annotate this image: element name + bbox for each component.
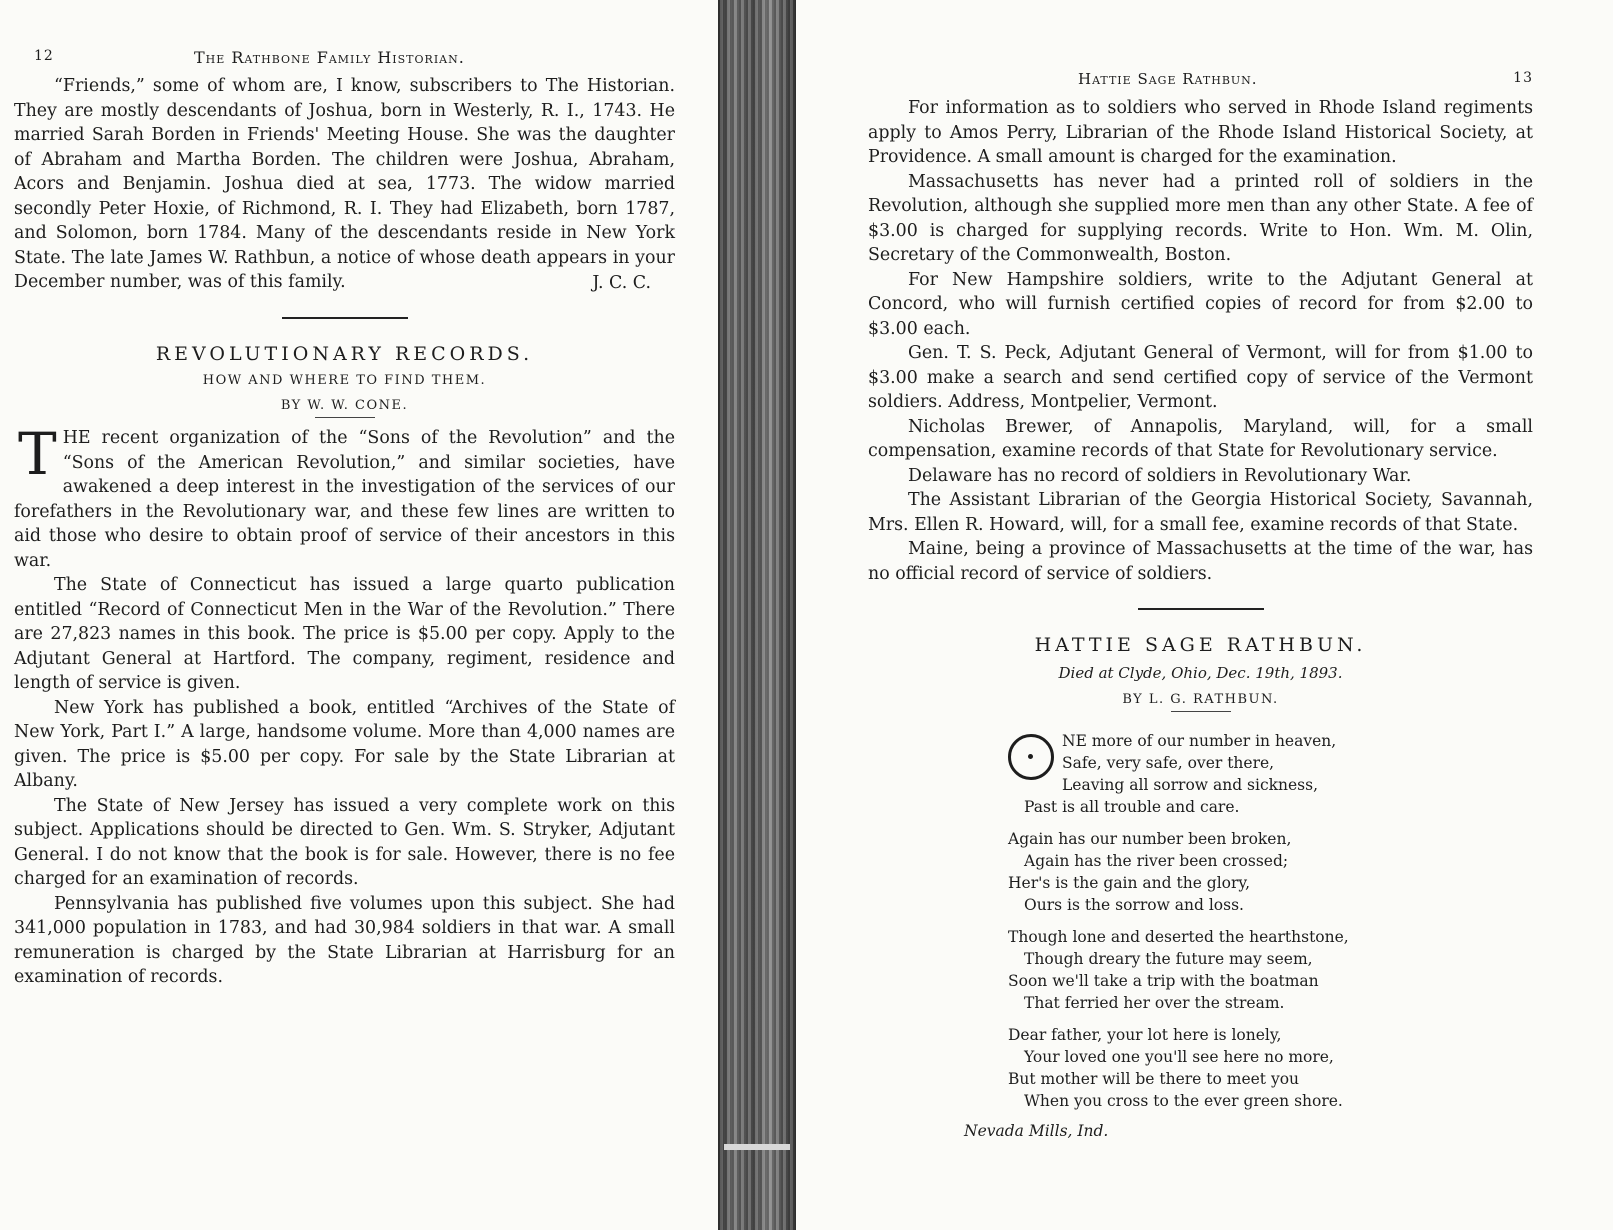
poem-stanza: [1008, 828, 1533, 916]
paragraph: Maine, being a province of Massachusetts at the time of the war, has no official record of service of soldiers.: [868, 539, 1533, 584]
poem-line: When you cross to the ever green shore.: [1024, 1092, 1343, 1110]
poem-line: But mother will be there to meet you: [1008, 1070, 1300, 1088]
paragraph: Nicholas Brewer, of Annapolis, Maryland, will, for a small compensation, examine records of that State for Revolutionary service.: [868, 416, 1533, 461]
article-byline: BY W. W. CONE.: [280, 398, 409, 413]
article-title: REVOLUTIONARY RECORDS.: [155, 343, 534, 365]
paragraph: The State of New Jersey has issued a very complete work on this subject. Applications should be directed to Gen. Wm. S. Stryker, Adjutant General. I do not know that the book is for sale. However, there is no fee charged for an examination of records.: [14, 795, 675, 889]
byline-rule: [315, 417, 375, 418]
intro-paragraph: “Friends,” some of whom are, I know, subscribers to The Historian. They are mostly descendants of Joshua, born in Westerly, R. I., 1743. He married Sarah Borden in Friends' Meeting House. She was the daughter of Abraham and Martha Borden. The children were Joshua, Abraham, Acors and Benjamin. Joshua died at sea, 1773. The widow married secondly Peter Hoxie, of Richmond, R. I. They had Elizabeth, born 1787, and Solomon, born 1784. Many of the descendants reside in New York State. The late James W. Rathbun, a notice of whose death appears in your December number, was of this family.: [14, 76, 675, 292]
poem-line: Ours is the sorrow and loss.: [1024, 896, 1244, 914]
first-paragraph: [14, 420, 675, 573]
poem-stanza: [1008, 926, 1533, 1014]
poem-line: Though dreary the future may seem,: [1024, 950, 1313, 968]
running-title-left: The Rathbone Family Historian.: [194, 48, 465, 67]
drop-cap: T: [18, 420, 57, 488]
paragraph: Delaware has no record of soldiers in Revolutionary War.: [908, 465, 1412, 486]
running-head-left: [14, 46, 675, 74]
poem-line: Leaving all sorrow and sickness,: [1062, 776, 1319, 794]
paragraph: For information as to soldiers who served in Rhode Island regiments apply to Amos Perry, Librarian of the Rhode Island Historical Society, at Providence. A small amount is charged for the examination.: [868, 98, 1533, 167]
paragraph: Pennsylvania has published five volumes upon this subject. She had 341,000 population in 1783, and had 30,984 soldiers in that war. A small remuneration is charged by the State Librarian at Harrisburg for an examination of records.: [14, 893, 675, 987]
poem-line: Her's is the gain and the glory,: [1008, 874, 1251, 892]
obituary-title: HATTIE SAGE RATHBUN.: [1034, 634, 1367, 656]
poem-line: Past is all trouble and care.: [1024, 798, 1240, 816]
right-page: [800, 0, 1613, 1230]
obituary-byline: BY L. G. RATHBUN.: [1122, 692, 1279, 707]
drop-cap-o: [1008, 734, 1054, 780]
page-number-left: 12: [34, 48, 54, 64]
article-subtitle: HOW AND WHERE TO FIND THEM.: [202, 373, 487, 388]
paragraph: The Assistant Librarian of the Georgia Historical Society, Savannah, Mrs. Ellen R. Howard, will, for a small fee, examine records of that State.: [868, 490, 1533, 535]
running-title-right: Hattie Sage Rathbun.: [1078, 70, 1258, 88]
poem-line: Again has our number been broken,: [1008, 830, 1292, 848]
left-page: [0, 0, 715, 1230]
page-number-right: 13: [1513, 70, 1533, 86]
book-gutter: [718, 0, 796, 1230]
poem-line: Safe, very safe, over there,: [1062, 754, 1275, 772]
poem-line: Though lone and deserted the hearthstone,: [1008, 928, 1349, 946]
paragraph: The State of Connecticut has issued a large quarto publication entitled “Record of Connecticut Men in the War of the Revolution.” There are 27,823 names in this book. The price is $5.00 per copy. Apply to the Adjutant General at Hartford. The company, regiment, residence and length of service is given.: [14, 575, 675, 693]
section-divider: [1138, 608, 1264, 610]
poem-stanza: [1008, 730, 1533, 818]
poem-place: Nevada Mills, Ind.: [964, 1122, 1109, 1140]
paragraph: Gen. T. S. Peck, Adjutant General of Vermont, will for from $1.00 to $3.00 make a search and send certified copy of service of the Vermont soldiers. Address, Montpelier, Vermont.: [868, 343, 1533, 412]
paragraph: Massachusetts has never had a printed roll of soldiers in the Revolution, although she supplied more men than any other State. A fee of $3.00 is charged for supplying records. Write to Hon. Wm. M. Olin, Secretary of the Commonwealth, Boston.: [868, 171, 1533, 265]
paragraph: New York has published a book, entitled “Archives of the State of New York, Part I.” A large, handsome volume. More than 4,000 names are given. The price is $5.00 per copy. For sale by the State Librarian at Albany.: [14, 697, 675, 791]
running-head-right: [868, 68, 1533, 96]
byline-rule: [1171, 711, 1231, 712]
paragraph: For New Hampshire soldiers, write to the Adjutant General at Concord, who will furnish certified copies of record for from $2.00 to $3.00 each.: [868, 269, 1533, 339]
signature: J. C. C.: [592, 272, 651, 293]
obituary-died-line: Died at Clyde, Ohio, Dec. 19th, 1893.: [1058, 664, 1343, 682]
section-divider: [282, 317, 408, 319]
poem-line: Again has the river been crossed;: [1024, 852, 1289, 870]
poem-line: That ferried her over the stream.: [1024, 994, 1285, 1012]
poem-line: Soon we'll take a trip with the boatman: [1008, 972, 1319, 990]
poem-line: Your loved one you'll see here no more,: [1024, 1048, 1334, 1066]
first-paragraph-text: HE recent organization of the “Sons of the Revolution” and the “Sons of the American Revolution,” and similar societies, have awakened a deep interest in the investigation of the services of our forefathers in the Revolutionary war, and these few lines are written to aid those who desire to obtain proof of service of their ancestors in this war.: [14, 428, 675, 571]
poem-stanza: [1008, 1024, 1533, 1112]
poem-line: NE more of our number in heaven,: [1062, 732, 1337, 750]
poem-line: Dear father, your lot here is lonely,: [1008, 1026, 1282, 1044]
